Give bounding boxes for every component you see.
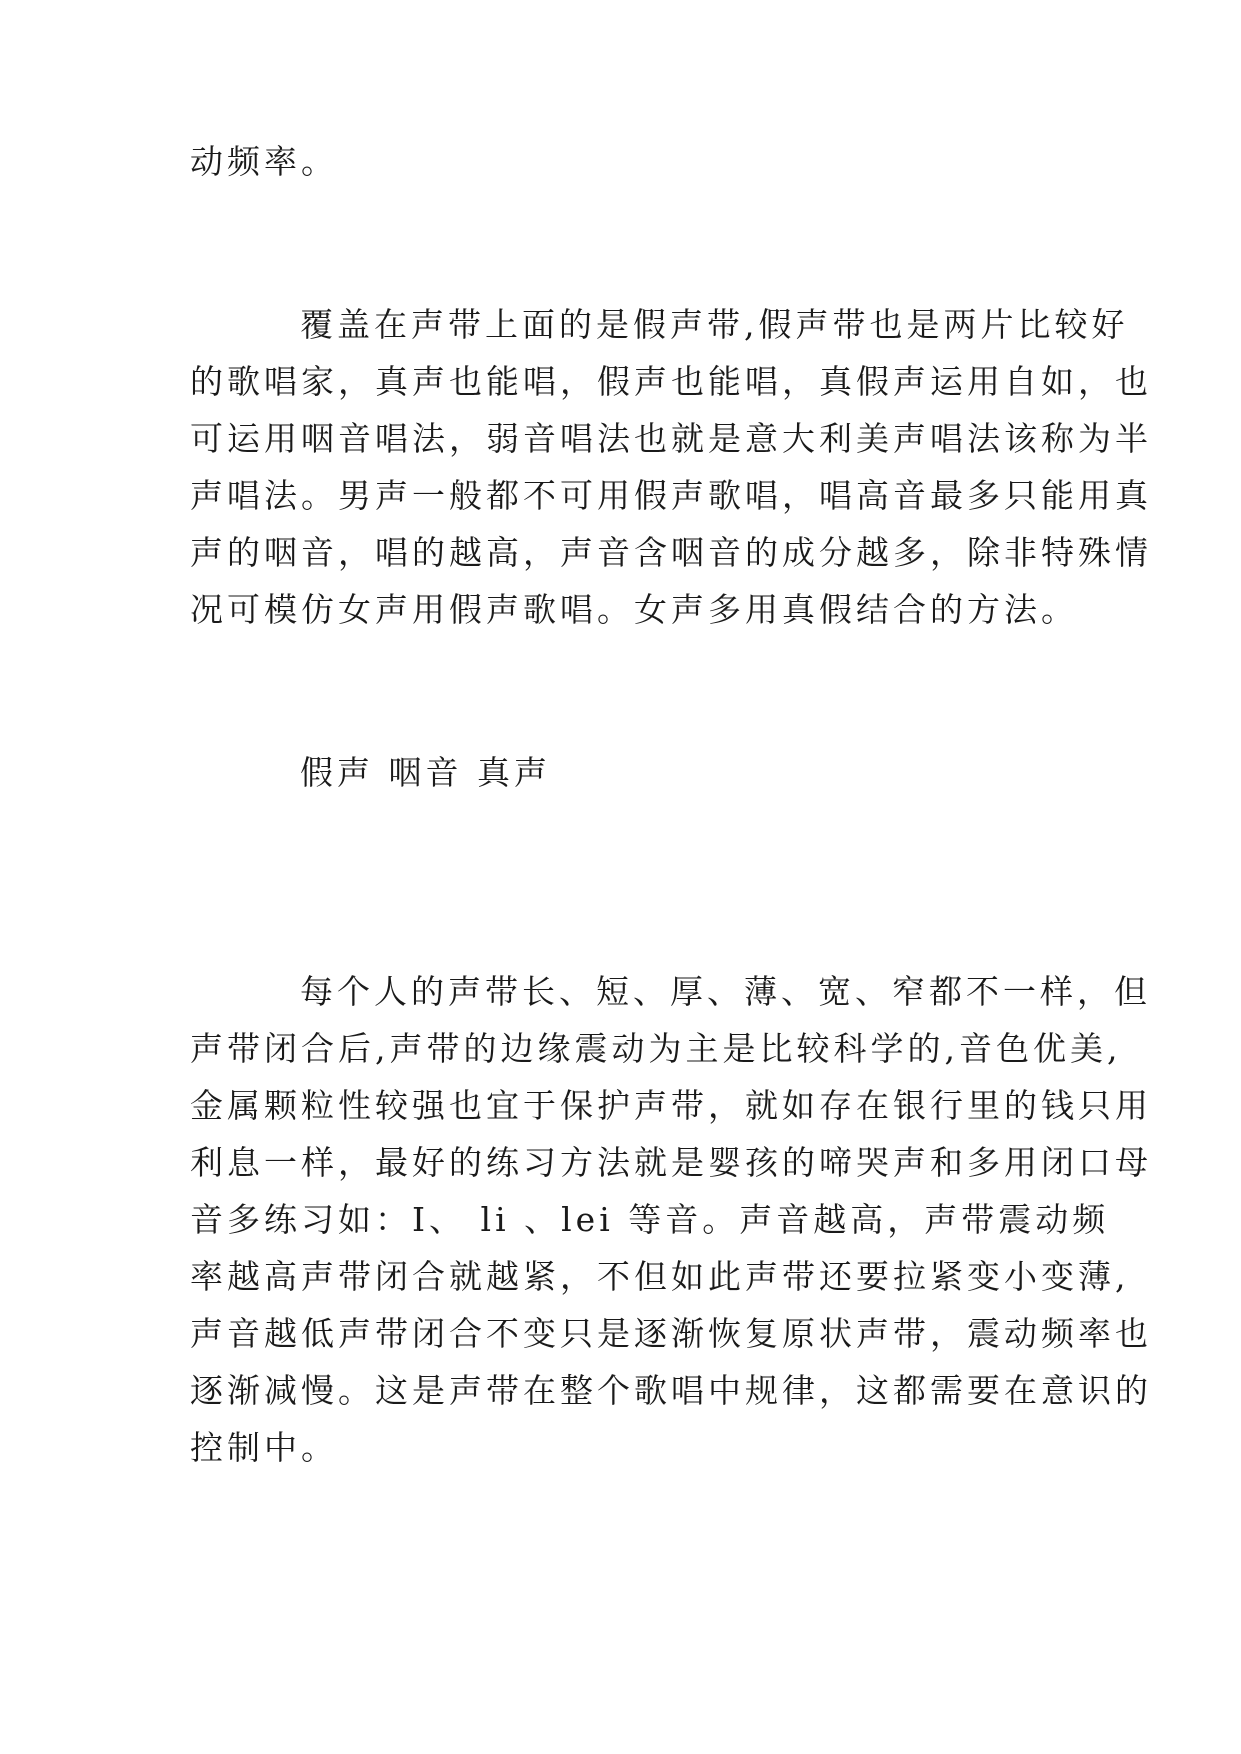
paragraph-2-line-2: 的歌唱家，真声也能唱，假声也能唱，真假声运用自如，也 (190, 362, 1152, 401)
paragraph-4-line-7: 声音越低声带闭合不变只是逐渐恢复原状声带，震动频率也 (190, 1314, 1152, 1353)
paragraph-2-line-6: 况可模仿女声用假声歌唱。女声多用真假结合的方法。 (190, 590, 1078, 629)
paragraph-2-line-3: 可运用咽音唱法，弱音唱法也就是意大利美声唱法该称为半 (190, 419, 1152, 458)
paragraph-2-line-5: 声的咽音，唱的越高，声音含咽音的成分越多，除非特殊情 (190, 533, 1152, 572)
paragraph-4-line-3: 金属颗粒性较强也宜于保护声带，就如存在银行里的钱只用 (190, 1086, 1152, 1125)
paragraph-4-line-5: 音多练习如：I、 li 、lei 等音。声音越高，声带震动频 (190, 1200, 1110, 1239)
paragraph-2-line-4: 声唱法。男声一般都不可用假声歌唱，唱高音最多只能用真 (190, 476, 1152, 515)
paragraph-1-line-1: 动频率。 (190, 142, 338, 181)
paragraph-4-line-8: 逐渐减慢。这是声带在整个歌唱中规律，这都需要在意识的 (190, 1371, 1152, 1410)
paragraph-2-line-1: 覆盖在声带上面的是假声带,假声带也是两片比较好 (300, 305, 1129, 344)
paragraph-3-line-1: 假声 咽音 真声 (300, 753, 551, 792)
paragraph-4-line-6: 率越高声带闭合就越紧，不但如此声带还要拉紧变小变薄, (190, 1257, 1130, 1296)
paragraph-4-line-1: 每个人的声带长、短、厚、薄、宽、窄都不一样，但 (300, 972, 1151, 1011)
paragraph-4-line-4: 利息一样，最好的练习方法就是婴孩的啼哭声和多用闭口母 (190, 1143, 1152, 1182)
paragraph-4-line-9: 控制中。 (190, 1428, 338, 1467)
paragraph-4-line-2: 声带闭合后,声带的边缘震动为主是比较科学的,音色优美, (190, 1029, 1122, 1068)
